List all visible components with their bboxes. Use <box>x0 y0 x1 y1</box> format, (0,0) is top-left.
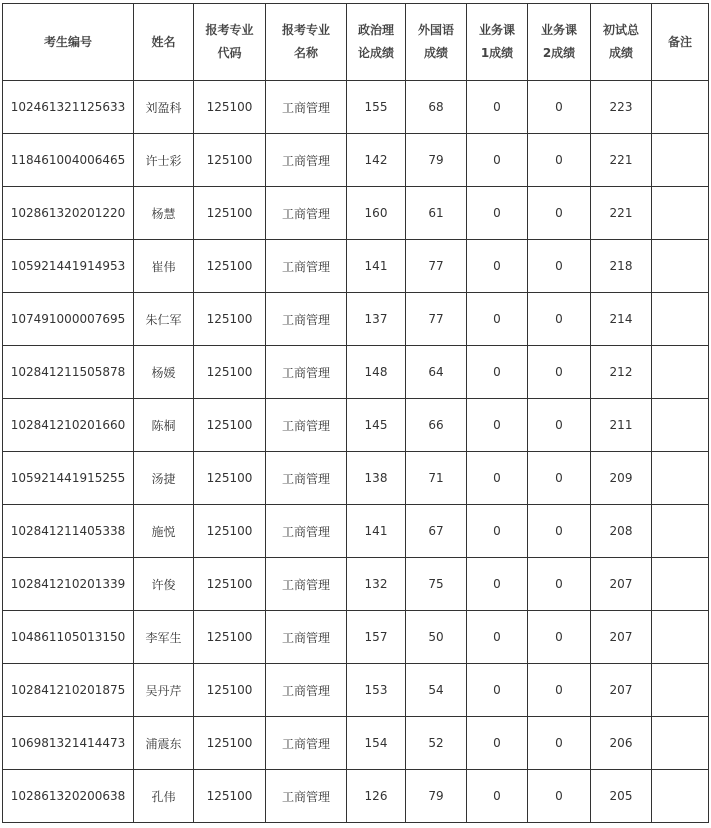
cell-foreign-language-score: 50 <box>406 611 467 664</box>
cell-name: 孔伟 <box>134 770 194 823</box>
cell-name: 李军生 <box>134 611 194 664</box>
header-text: 1成绩 <box>480 46 514 60</box>
cell-major-name: 工商管理 <box>266 558 347 611</box>
cell-course1-score: 0 <box>467 187 528 240</box>
header-row <box>3 4 709 81</box>
table-row <box>3 717 709 770</box>
cell-total-score: 205 <box>591 770 652 823</box>
header-text: 考生编号 <box>43 34 92 49</box>
cell-candidate-id: 102861320200638 <box>3 770 134 823</box>
cell-course2-score: 0 <box>528 346 591 399</box>
cell-politics-score: 138 <box>347 452 406 505</box>
cell-candidate-id: 102861320201220 <box>3 187 134 240</box>
cell-major-name: 工商管理 <box>266 770 347 823</box>
cell-remarks <box>652 664 709 717</box>
cell-remarks <box>652 346 709 399</box>
cell-major-code: 125100 <box>194 399 266 452</box>
cell-total-score: 218 <box>591 240 652 293</box>
cell-course2-score: 0 <box>528 293 591 346</box>
cell-total-score: 208 <box>591 505 652 558</box>
cell-major-name: 工商管理 <box>266 664 347 717</box>
cell-major-name: 工商管理 <box>266 346 347 399</box>
cell-course1-score: 0 <box>467 505 528 558</box>
cell-course2-score: 0 <box>528 399 591 452</box>
cell-major-name: 工商管理 <box>266 399 347 452</box>
cell-foreign-language-score: 66 <box>406 399 467 452</box>
cell-candidate-id: 102461321125633 <box>3 81 134 134</box>
cell-major-name: 工商管理 <box>266 187 347 240</box>
cell-politics-score: 142 <box>347 134 406 187</box>
cell-politics-score: 155 <box>347 81 406 134</box>
cell-name: 汤捷 <box>134 452 194 505</box>
cell-politics-score: 141 <box>347 240 406 293</box>
table-row <box>3 770 709 823</box>
cell-candidate-id: 102841211505878 <box>3 346 134 399</box>
header-politics-score <box>347 4 406 81</box>
cell-name: 许士彩 <box>134 134 194 187</box>
header-text: 初试总 <box>602 23 639 37</box>
header-text: 报考专业 <box>205 23 254 37</box>
cell-total-score: 207 <box>591 611 652 664</box>
cell-politics-score: 132 <box>347 558 406 611</box>
cell-name: 朱仁军 <box>134 293 194 346</box>
cell-name: 浦震东 <box>134 717 194 770</box>
header-text: 政治理 <box>357 23 394 37</box>
header-text: 姓名 <box>151 34 176 49</box>
cell-foreign-language-score: 64 <box>406 346 467 399</box>
cell-course2-score: 0 <box>528 505 591 558</box>
cell-course2-score: 0 <box>528 558 591 611</box>
cell-remarks <box>652 187 709 240</box>
cell-candidate-id: 102841210201339 <box>3 558 134 611</box>
cell-foreign-language-score: 71 <box>406 452 467 505</box>
cell-name: 陈桐 <box>134 399 194 452</box>
cell-foreign-language-score: 75 <box>406 558 467 611</box>
table-row <box>3 187 709 240</box>
cell-course2-score: 0 <box>528 187 591 240</box>
cell-name: 崔伟 <box>134 240 194 293</box>
cell-major-code: 125100 <box>194 293 266 346</box>
cell-major-code: 125100 <box>194 770 266 823</box>
cell-course2-score: 0 <box>528 717 591 770</box>
header-text: 成绩 <box>423 46 448 60</box>
cell-course2-score: 0 <box>528 770 591 823</box>
cell-remarks <box>652 399 709 452</box>
cell-course1-score: 0 <box>467 611 528 664</box>
cell-foreign-language-score: 54 <box>406 664 467 717</box>
cell-politics-score: 160 <box>347 187 406 240</box>
cell-politics-score: 145 <box>347 399 406 452</box>
header-major-name <box>266 4 347 81</box>
cell-politics-score: 137 <box>347 293 406 346</box>
header-candidate-id <box>3 4 134 81</box>
cell-candidate-id: 118461004006465 <box>3 134 134 187</box>
header-course2-score <box>528 4 591 81</box>
cell-major-name: 工商管理 <box>266 452 347 505</box>
cell-foreign-language-score: 79 <box>406 770 467 823</box>
cell-major-name: 工商管理 <box>266 717 347 770</box>
cell-major-code: 125100 <box>194 664 266 717</box>
cell-course2-score: 0 <box>528 134 591 187</box>
table-row <box>3 134 709 187</box>
table-row <box>3 399 709 452</box>
table-row <box>3 240 709 293</box>
cell-candidate-id: 107491000007695 <box>3 293 134 346</box>
cell-course2-score: 0 <box>528 664 591 717</box>
cell-major-name: 工商管理 <box>266 505 347 558</box>
cell-course1-score: 0 <box>467 452 528 505</box>
cell-name: 施悦 <box>134 505 194 558</box>
header-text: 业务课 <box>540 23 577 37</box>
cell-candidate-id: 105921441915255 <box>3 452 134 505</box>
cell-remarks <box>652 611 709 664</box>
cell-major-code: 125100 <box>194 81 266 134</box>
cell-major-code: 125100 <box>194 346 266 399</box>
cell-course2-score: 0 <box>528 81 591 134</box>
cell-total-score: 207 <box>591 664 652 717</box>
cell-foreign-language-score: 67 <box>406 505 467 558</box>
cell-course1-score: 0 <box>467 717 528 770</box>
header-major-code <box>194 4 266 81</box>
header-text: 成绩 <box>608 46 633 60</box>
table-row <box>3 558 709 611</box>
cell-course1-score: 0 <box>467 399 528 452</box>
cell-name: 刘盈科 <box>134 81 194 134</box>
cell-course1-score: 0 <box>467 346 528 399</box>
cell-politics-score: 141 <box>347 505 406 558</box>
table-row <box>3 346 709 399</box>
cell-remarks <box>652 770 709 823</box>
cell-major-name: 工商管理 <box>266 81 347 134</box>
cell-foreign-language-score: 61 <box>406 187 467 240</box>
cell-candidate-id: 105921441914953 <box>3 240 134 293</box>
table-body <box>3 81 709 823</box>
cell-major-code: 125100 <box>194 240 266 293</box>
cell-course1-score: 0 <box>467 81 528 134</box>
cell-candidate-id: 102841210201875 <box>3 664 134 717</box>
header-text: 名称 <box>293 46 318 60</box>
header-text: 代码 <box>217 46 242 60</box>
cell-course2-score: 0 <box>528 611 591 664</box>
table-row <box>3 505 709 558</box>
cell-candidate-id: 106981321414473 <box>3 717 134 770</box>
cell-major-code: 125100 <box>194 611 266 664</box>
cell-candidate-id: 102841211405338 <box>3 505 134 558</box>
header-text: 报考专业 <box>281 23 330 37</box>
cell-course1-score: 0 <box>467 134 528 187</box>
cell-candidate-id: 102841210201660 <box>3 399 134 452</box>
header-text: 业务课 <box>478 23 515 37</box>
cell-politics-score: 153 <box>347 664 406 717</box>
cell-politics-score: 157 <box>347 611 406 664</box>
cell-total-score: 212 <box>591 346 652 399</box>
cell-major-code: 125100 <box>194 717 266 770</box>
cell-name: 吴丹芹 <box>134 664 194 717</box>
table-row <box>3 293 709 346</box>
header-course1-score <box>467 4 528 81</box>
cell-candidate-id: 104861105013150 <box>3 611 134 664</box>
header-name <box>134 4 194 81</box>
cell-course1-score: 0 <box>467 240 528 293</box>
cell-politics-score: 148 <box>347 346 406 399</box>
cell-politics-score: 126 <box>347 770 406 823</box>
cell-major-name: 工商管理 <box>266 293 347 346</box>
cell-major-code: 125100 <box>194 558 266 611</box>
header-text: 2成绩 <box>542 46 576 60</box>
cell-total-score: 223 <box>591 81 652 134</box>
cell-major-name: 工商管理 <box>266 611 347 664</box>
cell-total-score: 221 <box>591 187 652 240</box>
header-foreign-language-score <box>406 4 467 81</box>
cell-remarks <box>652 558 709 611</box>
header-remarks <box>652 4 709 81</box>
cell-remarks <box>652 452 709 505</box>
cell-total-score: 221 <box>591 134 652 187</box>
cell-course2-score: 0 <box>528 240 591 293</box>
cell-remarks <box>652 81 709 134</box>
cell-foreign-language-score: 79 <box>406 134 467 187</box>
table-header <box>3 4 709 81</box>
cell-remarks <box>652 240 709 293</box>
cell-major-name: 工商管理 <box>266 134 347 187</box>
cell-remarks <box>652 293 709 346</box>
cell-course2-score: 0 <box>528 452 591 505</box>
cell-course1-score: 0 <box>467 664 528 717</box>
cell-foreign-language-score: 52 <box>406 717 467 770</box>
cell-total-score: 206 <box>591 717 652 770</box>
header-total-score <box>591 4 652 81</box>
table-row <box>3 81 709 134</box>
scores-table <box>2 3 709 823</box>
header-text: 备注 <box>667 34 692 49</box>
cell-total-score: 214 <box>591 293 652 346</box>
cell-name: 杨慧 <box>134 187 194 240</box>
cell-foreign-language-score: 77 <box>406 293 467 346</box>
cell-total-score: 211 <box>591 399 652 452</box>
cell-remarks <box>652 134 709 187</box>
cell-foreign-language-score: 68 <box>406 81 467 134</box>
cell-foreign-language-score: 77 <box>406 240 467 293</box>
cell-total-score: 209 <box>591 452 652 505</box>
cell-name: 杨媛 <box>134 346 194 399</box>
cell-remarks <box>652 505 709 558</box>
cell-politics-score: 154 <box>347 717 406 770</box>
cell-major-code: 125100 <box>194 505 266 558</box>
cell-course1-score: 0 <box>467 293 528 346</box>
cell-remarks <box>652 717 709 770</box>
cell-major-code: 125100 <box>194 187 266 240</box>
table-row <box>3 611 709 664</box>
cell-major-code: 125100 <box>194 452 266 505</box>
header-text: 外国语 <box>417 23 454 37</box>
table-row <box>3 664 709 717</box>
cell-course1-score: 0 <box>467 558 528 611</box>
header-text: 论成绩 <box>357 46 394 60</box>
cell-course1-score: 0 <box>467 770 528 823</box>
cell-major-name: 工商管理 <box>266 240 347 293</box>
cell-major-code: 125100 <box>194 134 266 187</box>
cell-name: 许俊 <box>134 558 194 611</box>
table-row <box>3 452 709 505</box>
cell-total-score: 207 <box>591 558 652 611</box>
